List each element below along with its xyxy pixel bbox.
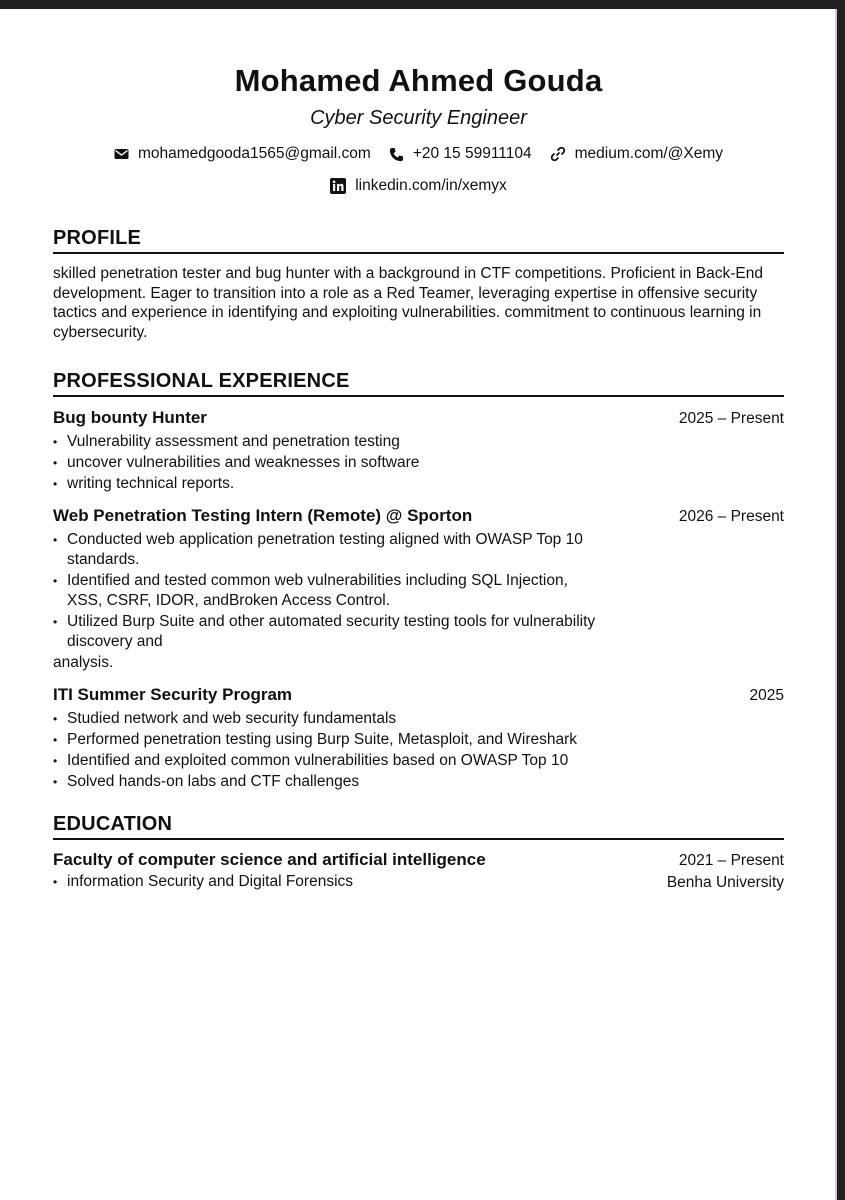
contact-email[interactable] xyxy=(114,145,371,163)
education-section xyxy=(53,810,784,894)
bullet-list xyxy=(53,530,784,652)
contact-medium[interactable] xyxy=(550,145,723,163)
list-item: • Utilized Burp Suite and other automated security testing tools for vulnerability discovery and xyxy=(53,612,607,652)
contact-row-2 xyxy=(53,175,784,197)
section-heading-education: EDUCATION xyxy=(53,810,784,840)
list-item: • Vulnerability assessment and penetration testing xyxy=(53,432,607,452)
entry-date: 2025 xyxy=(749,687,784,704)
profile-section xyxy=(53,224,784,342)
entry-title: Web Penetration Testing Intern (Remote) @ Sporton xyxy=(53,506,473,525)
job-title: Cyber Security Engineer xyxy=(310,107,527,129)
education-detail-row xyxy=(53,872,784,894)
window-top-bar xyxy=(0,0,845,9)
section-heading-profile: PROFILE xyxy=(53,224,784,254)
resume-page xyxy=(53,60,784,894)
school-name: Benha University xyxy=(666,874,784,891)
list-item: • Solved hands-on labs and CTF challenges xyxy=(53,772,607,792)
list-item: • Studied network and web security fundamentals xyxy=(53,709,607,729)
entry-date: 2026 – Present xyxy=(678,508,784,525)
candidate-name: Mohamed Ahmed Gouda xyxy=(234,63,603,98)
medium-text: medium.com/@Xemy xyxy=(574,145,724,162)
list-item: • Conducted web application penetration testing aligned with OWASP Top 10 standards. xyxy=(53,530,607,570)
experience-entry xyxy=(53,408,784,494)
email-text: mohamedgooda1565@gmail.com xyxy=(137,145,371,162)
list-item: • Identified and tested common web vulnerabilities including SQL Injection, XSS, CSRF, IDOR, andBroken Access Control. xyxy=(53,571,607,611)
window-right-bar xyxy=(837,0,845,1200)
link-icon xyxy=(550,146,566,162)
contact-row xyxy=(53,143,784,165)
list-item: • information Security and Digital Forensics xyxy=(53,872,353,892)
bullet-list xyxy=(53,872,353,894)
profile-text: skilled penetration tester and bug hunter with a background in CTF competitions. Proficient in Back-End development. Eager to transition into a role as a Red Teamer, leveraging expertise in offensive security tactics and experience in identifying and exploiting vulnerabilities. commitment to continuous learning in cybersecurity. xyxy=(53,265,763,341)
education-date: 2021 – Present xyxy=(678,852,784,869)
phone-icon xyxy=(389,147,404,162)
bullet-list xyxy=(53,709,784,792)
linkedin-text: linkedin.com/in/xemyx xyxy=(355,177,507,194)
contact-linkedin[interactable] xyxy=(330,177,507,195)
contact-phone[interactable] xyxy=(389,145,532,163)
entry-title: ITI Summer Security Program xyxy=(53,685,293,704)
experience-section xyxy=(53,367,784,792)
list-item: • writing technical reports. xyxy=(53,474,607,494)
section-heading-experience: PROFESSIONAL EXPERIENCE xyxy=(53,367,784,397)
phone-text: +20 15 59911104 xyxy=(412,145,532,162)
linkedin-icon xyxy=(330,178,346,194)
experience-entry xyxy=(53,685,784,792)
list-item: • Identified and exploited common vulnerabilities based on OWASP Top 10 xyxy=(53,751,607,771)
degree-title: Faculty of computer science and artificial intelligence xyxy=(53,850,486,869)
bullet-continuation: analysis. xyxy=(53,654,114,671)
list-item: • uncover vulnerabilities and weaknesses in software xyxy=(53,453,607,473)
list-item: • Performed penetration testing using Burp Suite, Metasploit, and Wireshark xyxy=(53,730,607,750)
bullet-list xyxy=(53,432,784,494)
entry-date: 2025 – Present xyxy=(678,410,784,427)
experience-entry xyxy=(53,506,784,673)
entry-title: Bug bounty Hunter xyxy=(53,408,207,427)
email-icon xyxy=(114,148,129,160)
